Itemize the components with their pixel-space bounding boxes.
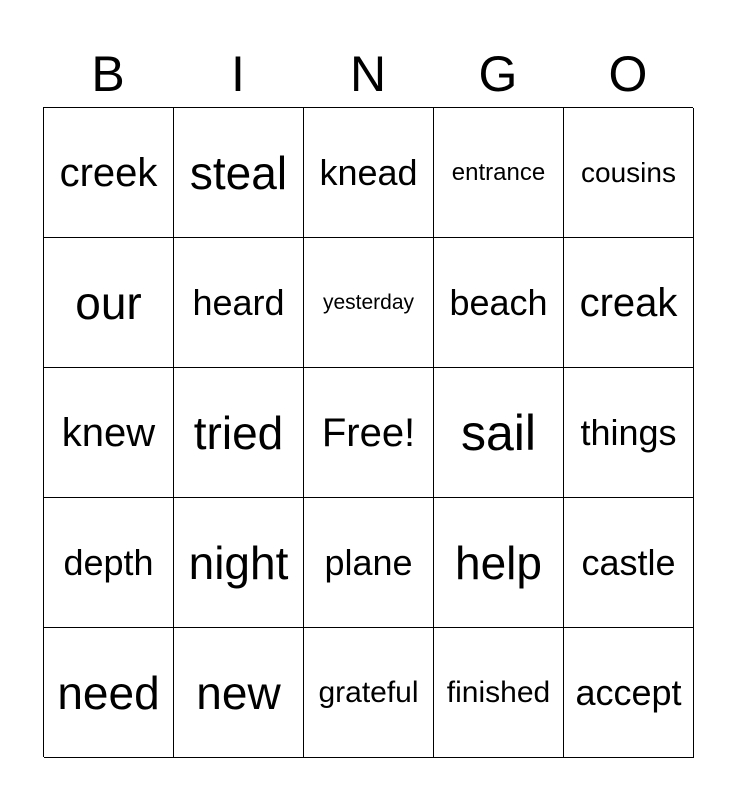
header-letter-n: N	[349, 46, 387, 102]
bingo-cell[interactable]: plane	[304, 498, 434, 628]
bingo-cell[interactable]: help	[434, 498, 564, 628]
header-letter-b: B	[91, 46, 125, 102]
bingo-cell[interactable]: knead	[304, 108, 434, 238]
bingo-header	[43, 42, 693, 106]
bingo-cell[interactable]: yesterday	[304, 238, 434, 368]
bingo-cell[interactable]: depth	[44, 498, 174, 628]
bingo-cell[interactable]: things	[564, 368, 694, 498]
bingo-cell[interactable]: sail	[434, 368, 564, 498]
bingo-cell[interactable]: finished	[434, 628, 564, 758]
header-letter-g: G	[478, 46, 518, 102]
bingo-cell[interactable]: night	[174, 498, 304, 628]
bingo-cell[interactable]: knew	[44, 368, 174, 498]
bingo-cell[interactable]: our	[44, 238, 174, 368]
bingo-cell[interactable]: tried	[174, 368, 304, 498]
bingo-cell[interactable]: accept	[564, 628, 694, 758]
bingo-cell[interactable]: steal	[174, 108, 304, 238]
bingo-cell[interactable]: creek	[44, 108, 174, 238]
bingo-cell[interactable]: creak	[564, 238, 694, 368]
bingo-cell[interactable]: entrance	[434, 108, 564, 238]
bingo-cell[interactable]: heard	[174, 238, 304, 368]
bingo-cell[interactable]: castle	[564, 498, 694, 628]
bingo-cell[interactable]: new	[174, 628, 304, 758]
bingo-cell[interactable]: cousins	[564, 108, 694, 238]
bingo-cell[interactable]: grateful	[304, 628, 434, 758]
free-space-cell[interactable]: Free!	[304, 368, 434, 498]
header-letter-o: O	[608, 46, 648, 102]
header-letter-i: I	[231, 46, 245, 102]
bingo-cell[interactable]: beach	[434, 238, 564, 368]
bingo-cell[interactable]: need	[44, 628, 174, 758]
bingo-board	[43, 107, 693, 757]
